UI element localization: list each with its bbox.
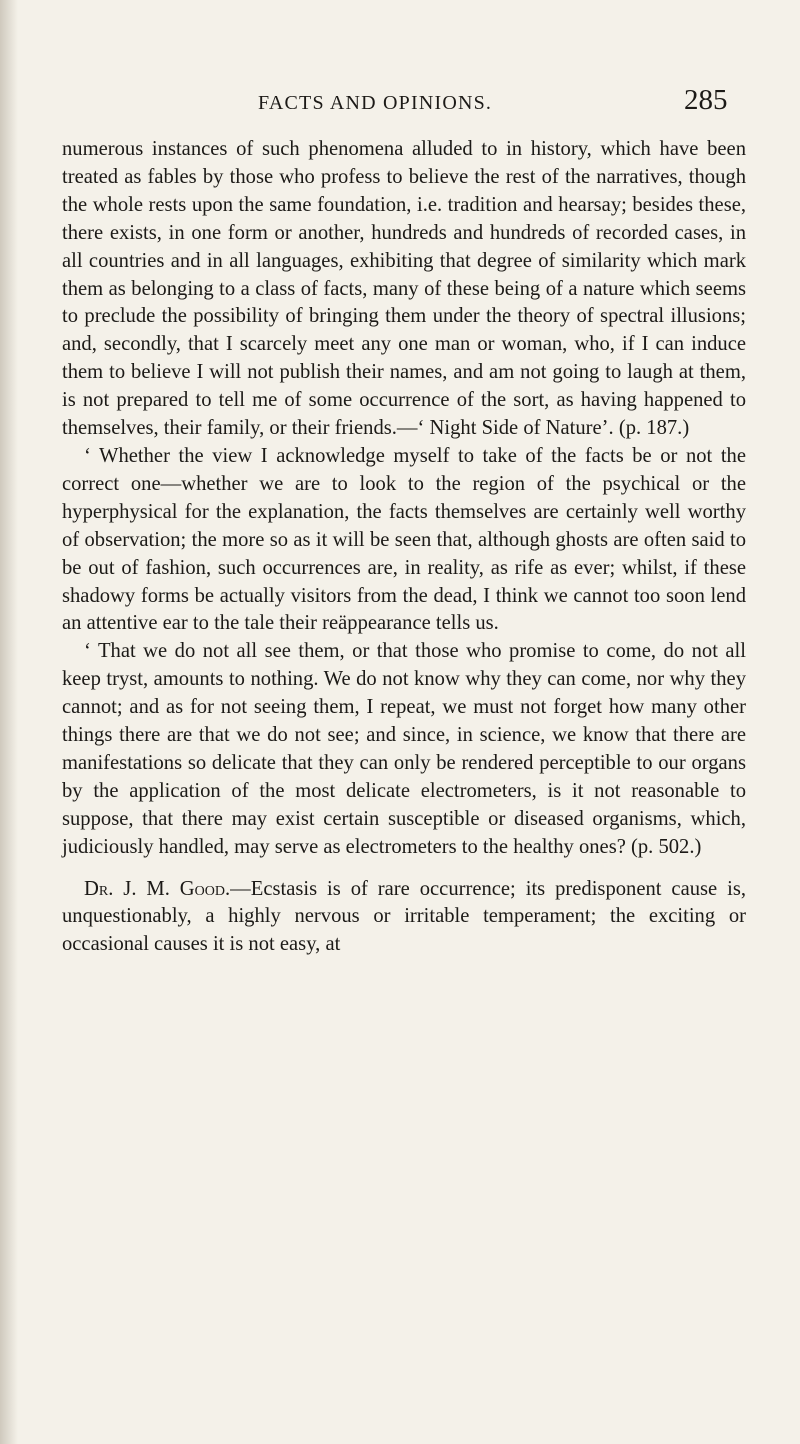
page-edge-shadow [0, 0, 18, 1444]
paragraph-quote-1: ‘ Whether the view I acknowledge myself to take of the facts be or not the correct one—whether we are to look to the region of the psychical or the hyperphysical for the explanation, the facts themselves are certainly well worthy of observation; the more so as it will be seen that, although ghosts are often said to be out of fashion, such occurrences are, in reality, as rife as ever; whilst, if these shadowy forms be actually visitors from the dead, I think we cannot too soon lend an attentive ear to the tale their reäppearance tells us. [62, 444, 746, 635]
paragraph-good-text: —Ecstasis is of rare occurrence; its predisponent cause is, unquestionably, a highly nervous or irritable temperament; the exciting or occasional causes it is not easy, at [62, 877, 746, 956]
page-number: 285 [684, 84, 728, 116]
running-head [0, 84, 800, 124]
paragraph-continued: numerous instances of such phenomena alluded to in history, which have been treated as fables by those who profess to believe the rest of the narratives, though the whole rests upon the same foundation, i.e. tradition and hearsay; besides these, there exists, in one form or another, hundreds and hundreds of recorded cases, in all countries and in all languages, exhibiting that degree of similarity which mark them as belonging to a class of facts, many of these being of a nature which seems to preclude the possibility of bringing them under the theory of spectral illusions; and, secondly, that I scarcely meet any one man or woman, who, if I can induce them to believe I will not publish their names, and am not going to laugh at them, is not prepared to tell me of some occurrence of the sort, as having happened to themselves, their family, or their friends.—‘ Night Side of Nature’. (p. 187.) [62, 138, 746, 440]
running-title: FACTS AND OPINIONS. [258, 92, 493, 114]
author-name: Dr. J. M. Good. [84, 877, 231, 900]
body-text [62, 136, 746, 959]
paragraph-quote-2: ‘ That we do not all see them, or that those who promise to come, do not all keep tryst, amounts to nothing. We do not know why they can come, nor why they cannot; and as for not seeing them, I repeat, we must not forget how many other things there are that we do not see; and since, in science, we know that there are manifestations so delicate that they can only be rendered perceptible to our organs by the application of the most delicate electrometers, is it not reasonable to suppose, that there may exist certain susceptible or diseased organisms, which, judiciously handled, may serve as electrometers to the healthy ones? (p. 502.) [62, 640, 746, 858]
paragraph-good [62, 876, 746, 960]
